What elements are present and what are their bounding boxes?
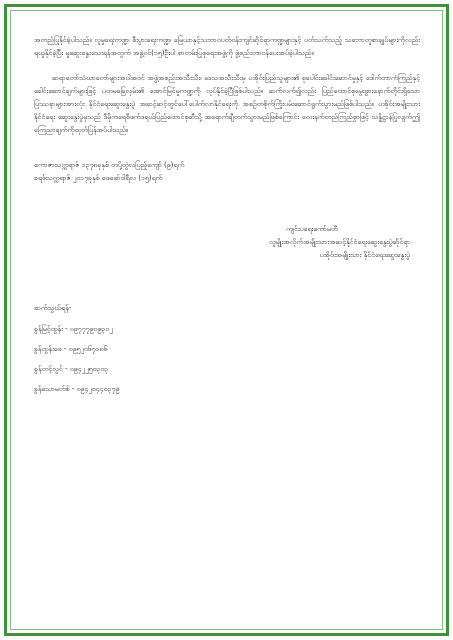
contacts-section — [34, 302, 420, 396]
contact-row: ခွန်တင့်လွင် - ၀၉၄၂၂၅၀၃၀၃ — [34, 365, 109, 373]
contact-name: ခွန်မြင့်ထွန်း — [34, 325, 63, 333]
signature-org-line-1: လူမျိုးအလိုက်အမျိုးသားအဆင့်နိုင်ငံရေးဆွေးနွေးပွဲဆိုင်ရာ — [268, 238, 410, 246]
contact-phone: ၀၉၄၂၂၅၀၃၀၃ — [69, 365, 109, 373]
signature-block — [34, 223, 420, 262]
contact-name: ခွန်ထွန်းဖေ — [34, 345, 62, 353]
date-block — [34, 159, 420, 185]
date-line-myanmar-era: ကောဇာသက္ကရာဇ် ၁၃၇၈ခုနှစ် တပို့တွဲလပြည့်ကျော် (၉)ရက် — [34, 161, 185, 169]
contact-row: ခွန်သောမတ်စ် - ၀၉၄၂၀၄၄၀၃၇၉ — [34, 385, 120, 393]
contact-name: ခွန်တင့်လွင် — [34, 365, 63, 373]
contact-phone: ၀၉၅၂၀၆၇၁၈၆ — [68, 345, 108, 353]
contact-phone: ၀၉၄၂၀၄၄၀၃၇၉ — [76, 385, 120, 393]
signature-org-line-2: ပအိုဝ်းအမျိုးသား နိုင်ငံရေးဆွေးနွေးပွဲ — [319, 251, 410, 259]
contact-row: ခွန်ထွန်းဖေ - ၀၉၅၂၀၆၇၁၈၆ — [34, 345, 108, 353]
contact-phone: ၀၉၇၇၇၉၀၉၃၀၂ — [69, 325, 113, 333]
contacts-header: ဆက်သွယ်ရန်- — [34, 304, 72, 312]
signature-title: ကျင်းပရေးကော်မတီ — [286, 225, 338, 233]
contact-name: ခွန်သောမတ်စ် — [34, 385, 70, 393]
contact-row: ခွန်မြင့်ထွန်း - ၀၉၇၇၇၉၀၉၃၀၂ — [34, 325, 113, 333]
statement-body — [34, 34, 420, 403]
paragraph-2: ဆရာတော်သံဃာတော်များအပါအဝင် အဖွဲ့အစည်းအသီးသီး၊ ဒေသအသီးသီးမှ ပအိုဝ်းပြည်သူများ၏ စုပေါင်းခေါင်းဆောင်မှုနှင့် ဒေါက်တာကံကြည်နှင့်ခေါင်းဆောင်ချက်များဖြင့် ပထမခြေလှမ်း၏ အောင်မြင်မှုကဏ္ဍကို လုပ်နိုင်ခဲ့ပြီဖြစ်ပါသည်။ ဆက်လက်၍လည်း ပြည်ထောင်စုမွေးဖွားနောက်တိုင်းရှိသောပြဿနာများအားလုံး နိုင်ငံရေးဆွေးနွေးပွဲ အဆင့်ဆင့်တွင်ပေါ်ပေါက်လာနိုင်ရေးကို အစဉ်တစိုက်ကြိုးပမ်းဆောင်ရွက်သွားမည်ဖြစ်ပါသည်။ ပအိုဝ်းအမျိုးသားနိုင်ငံရေး ဆွေးနွေးပွဲမှသည် ဒီမိုကရေစီဖက်ဒရယ်ပြည်ထောင်စုဆီသို့ အရောက်ချီတက်သွားမည်ဖြစ်ကြောင်း လေးနက်တည်ကြည်စွာဖြင့် သန္နိဋ္ဌာန်ပြုလျက်ဤကြေညာချက်ကိုထုတ်ပြန်အပ်ပါသည်။ — [34, 74, 420, 134]
date-line-christian-era: ခရစ်သက္ကရာဇ် ၂၀၁၇ခုနှစ် ဖေဖော်ဝါရီလ (၁၅)ရက် — [34, 174, 163, 182]
paragraph-1: အတည်ပြုနိုင်ခဲ့ပါသည်။ လူမှုရေးကဏ္ဍ၊ စီးပွားရေးကဏ္ဍ၊ မြေယာနှင့်သဘာဝပတ်ဝန်းကျင်ဆိုင်ရာကဏ္ဍများနှင့် ပတ်သက်သည့် သဘောတူစာချုပ်များကိုလည်း ရယူနိုင်ခဲ့ပြီး မူဆွေးနွေးသေးရန်အတွက် အဖွဲ့ဝင်(၁၅)ဦးပါ စာတမ်းပြုစုရေးအဖွဲ့ကို ဖွဲ့စည်းတာဝန်ပေးအပ်ခဲ့ပါသည်။ — [34, 36, 420, 57]
